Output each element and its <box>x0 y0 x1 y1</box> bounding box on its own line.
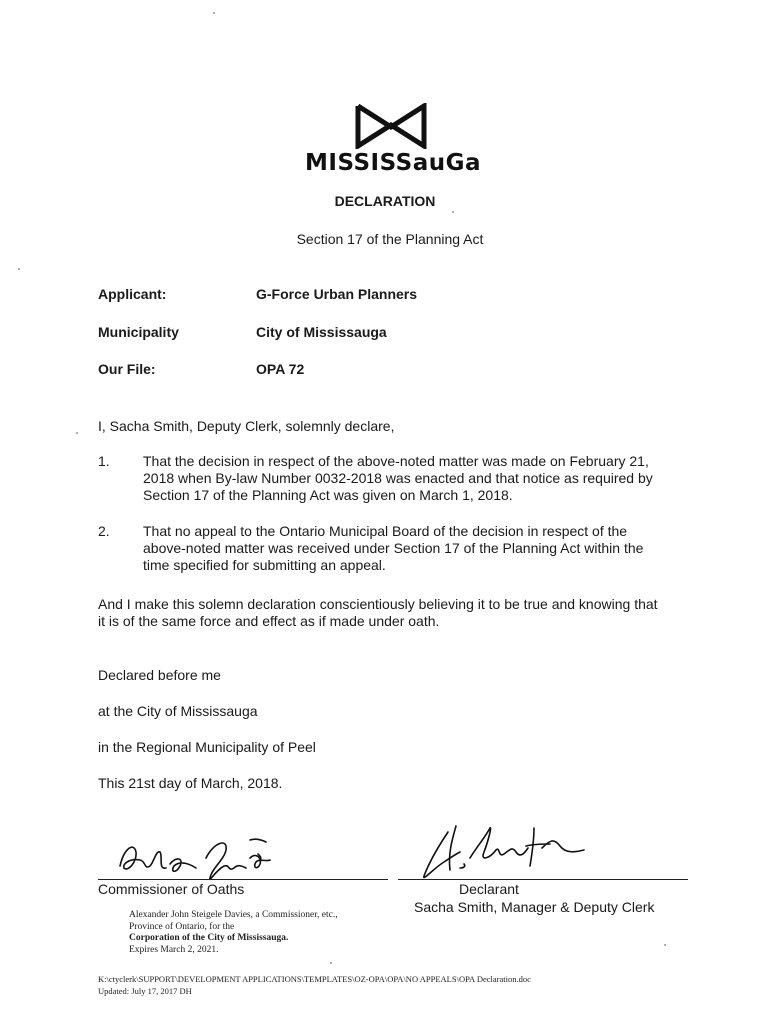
scan-speck <box>330 962 332 964</box>
footer-updated: Updated: July 17, 2017 DH <box>98 986 192 996</box>
notary-line: Expires March 2, 2021. <box>129 944 219 955</box>
item-text <box>143 523 703 574</box>
notary-stamp <box>129 910 389 956</box>
declared-line: in the Regional Municipality of Peel <box>98 739 316 755</box>
declarant-signature <box>400 818 600 883</box>
commissioner-signature-line <box>98 879 388 880</box>
document-footer <box>98 973 718 997</box>
declared-line: This 21st day of March, 2018. <box>98 775 283 791</box>
file-value: OPA 72 <box>256 361 305 377</box>
footer-path: K:\ctyclerk\SUPPORT\DEVELOPMENT APPLICATIONS\TEMPLATES\OZ-OPA\OPA\NO APPEALS\OPA Declaration.doc <box>98 974 531 984</box>
item-line: That the decision in respect of the above-noted matter was made on February 21, <box>143 453 649 469</box>
document-subtitle: Section 17 of the Planning Act <box>296 231 484 247</box>
declarant-name: Sacha Smith, Manager & Deputy Clerk <box>414 899 655 915</box>
item-line: Section 17 of the Planning Act was given on March 1, 2018. <box>143 487 513 503</box>
item-line: That no appeal to the Ontario Municipal Board of the decision in respect of the <box>143 523 628 539</box>
closing-paragraph <box>98 596 718 630</box>
logo-wordmark: MISSISSauGa <box>305 150 481 176</box>
declared-line: Declared before me <box>98 667 221 683</box>
declarant-signature-line <box>398 879 688 880</box>
scan-speck <box>213 12 215 14</box>
item-text <box>143 453 703 504</box>
applicant-label: Applicant: <box>98 286 167 302</box>
item-number: 1. <box>98 453 110 469</box>
scan-speck <box>76 432 78 434</box>
applicant-value: G-Force Urban Planners <box>256 286 418 302</box>
intro-text: I, Sacha Smith, Deputy Clerk, solemnly declare, <box>98 418 395 434</box>
notary-line: Province of Ontario, for the <box>129 921 235 932</box>
commissioner-label: Commissioner of Oaths <box>98 881 245 897</box>
closing-line: And I make this solemn declaration conscientiously believing it to be true and knowing that <box>98 596 658 612</box>
declarant-label: Declarant <box>459 881 519 897</box>
closing-line: it is of the same force and effect as if made under oath. <box>98 613 440 629</box>
scan-speck <box>664 944 666 946</box>
scan-speck <box>18 268 20 270</box>
item-line: 2018 when By-law Number 0032-2018 was enacted and that notice as required by <box>143 470 653 486</box>
mississauga-logo-icon <box>355 103 427 149</box>
commissioner-signature <box>110 828 280 883</box>
municipality-label: Municipality <box>98 324 179 340</box>
notary-line: Corporation of the City of Mississauga. <box>129 933 289 943</box>
item-line: time specified for submitting an appeal. <box>143 557 386 573</box>
file-label: Our File: <box>98 361 156 377</box>
item-number: 2. <box>98 523 110 539</box>
declared-line: at the City of Mississauga <box>98 703 258 719</box>
scan-speck <box>452 211 454 213</box>
document-title: DECLARATION <box>334 193 436 209</box>
municipality-value: City of Mississauga <box>256 324 387 340</box>
notary-line: Alexander John Steigele Davies, a Commissioner, etc., <box>129 910 338 920</box>
item-line: above-noted matter was received under Section 17 of the Planning Act within the <box>143 540 644 556</box>
